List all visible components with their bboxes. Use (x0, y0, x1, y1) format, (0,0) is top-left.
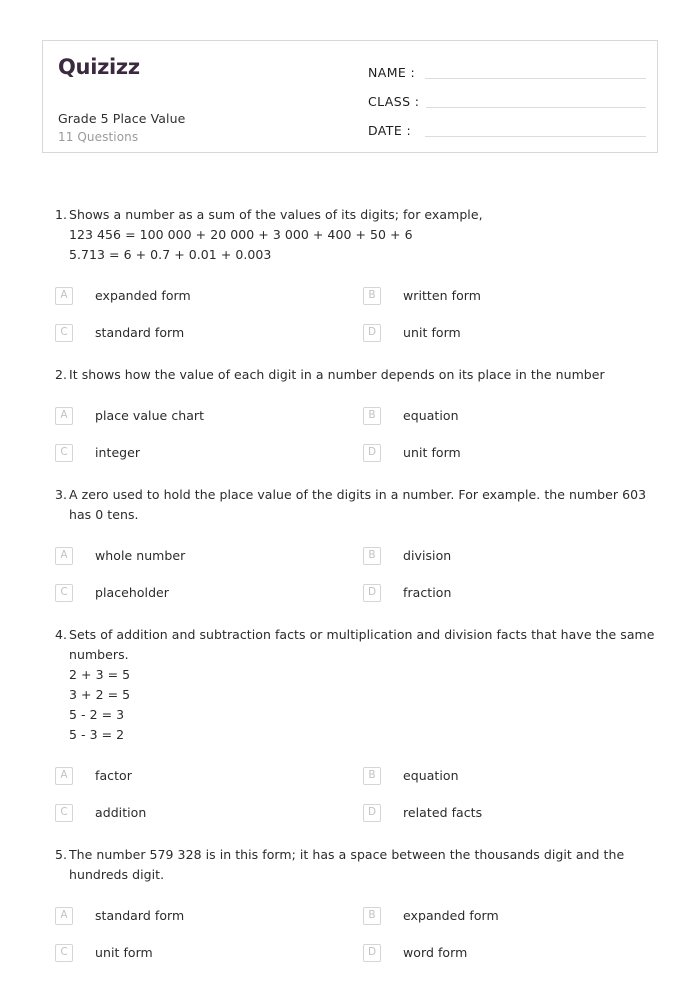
question-body (69, 625, 658, 745)
date-field-label: DATE : (368, 123, 412, 138)
student-info-fields (368, 53, 646, 140)
answer-option-b[interactable] (350, 757, 658, 794)
answer-option-a[interactable] (42, 537, 350, 574)
answer-option-d[interactable] (350, 434, 658, 471)
option-label: fraction (403, 585, 452, 600)
answer-option-b[interactable] (350, 277, 658, 314)
answer-option-b[interactable] (350, 897, 658, 934)
class-field-row (368, 82, 646, 111)
answer-options (42, 757, 658, 831)
answer-option-d[interactable] (350, 574, 658, 611)
option-label: expanded form (95, 288, 191, 303)
question-header (42, 205, 658, 265)
answer-option-c[interactable] (42, 314, 350, 351)
answer-option-d[interactable] (350, 314, 658, 351)
option-letter-box[interactable]: B (363, 287, 381, 305)
question-spacer (42, 831, 658, 845)
option-label: division (403, 548, 452, 563)
option-letter-box[interactable]: C (55, 804, 73, 822)
class-input-line[interactable] (426, 106, 646, 108)
questions-list (42, 205, 658, 985)
option-label: standard form (95, 908, 185, 923)
option-label: whole number (95, 548, 186, 563)
name-input-line[interactable] (425, 77, 646, 79)
answer-option-d[interactable] (350, 934, 658, 971)
option-label: unit form (95, 945, 153, 960)
name-field-row (368, 53, 646, 82)
option-letter-box[interactable]: B (363, 907, 381, 925)
option-letter-box[interactable]: C (55, 584, 73, 602)
question-spacer (42, 471, 658, 485)
question-text: The number 579 328 is in this form; it has a space between the thousands digit and the hundreds digit. (69, 847, 625, 882)
class-field-label: CLASS : (368, 94, 420, 109)
question-count-label: 11 Questions (58, 130, 139, 144)
question-number: 1. (55, 207, 67, 222)
option-letter-box[interactable]: D (363, 804, 381, 822)
option-label: integer (95, 445, 141, 460)
option-letter-box[interactable]: A (55, 287, 73, 305)
question-header (42, 365, 658, 385)
option-letter-box[interactable]: B (363, 547, 381, 565)
option-label: expanded form (403, 908, 499, 923)
option-label: equation (403, 768, 459, 783)
answer-option-a[interactable] (42, 397, 350, 434)
question-block (42, 625, 658, 831)
answer-options (42, 537, 658, 611)
option-letter-box[interactable]: D (363, 584, 381, 602)
question-example-line: 5 - 3 = 2 (69, 727, 125, 742)
date-field-row (368, 111, 646, 140)
question-example-line: 2 + 3 = 5 (69, 667, 131, 682)
question-block (42, 485, 658, 611)
option-label: placeholder (95, 585, 169, 600)
answer-option-a[interactable] (42, 757, 350, 794)
option-letter-box[interactable]: D (363, 324, 381, 342)
answer-option-a[interactable] (42, 277, 350, 314)
question-body (69, 845, 658, 885)
answer-options (42, 897, 658, 971)
answer-option-c[interactable] (42, 574, 350, 611)
option-letter-box[interactable]: C (55, 324, 73, 342)
option-label: equation (403, 408, 459, 423)
question-example-line: 123 456 = 100 000 + 20 000 + 3 000 + 400 + 50 + 6 (69, 227, 413, 242)
question-number: 3. (55, 487, 67, 502)
option-letter-box[interactable]: B (363, 767, 381, 785)
question-number: 5. (55, 847, 67, 862)
option-label: written form (403, 288, 481, 303)
option-label: unit form (403, 445, 461, 460)
worksheet-header-card (42, 40, 658, 153)
option-letter-box[interactable]: D (363, 944, 381, 962)
question-spacer (42, 351, 658, 365)
option-letter-box[interactable]: D (363, 444, 381, 462)
option-letter-box[interactable]: C (55, 444, 73, 462)
question-number: 4. (55, 627, 67, 642)
question-body (69, 365, 658, 385)
option-letter-box[interactable]: A (55, 907, 73, 925)
option-label: addition (95, 805, 147, 820)
answer-option-c[interactable] (42, 794, 350, 831)
header-brand-area (58, 51, 358, 78)
option-letter-box[interactable]: A (55, 407, 73, 425)
option-label: standard form (95, 325, 185, 340)
question-text: Sets of addition and subtraction facts or multiplication and division facts that have the same numbers. (69, 627, 655, 662)
option-label: place value chart (95, 408, 205, 423)
question-text: Shows a number as a sum of the values of its digits; for example, (69, 207, 483, 222)
answer-option-d[interactable] (350, 794, 658, 831)
option-label: factor (95, 768, 132, 783)
question-header (42, 485, 658, 525)
question-header (42, 845, 658, 885)
question-block (42, 845, 658, 971)
answer-options (42, 397, 658, 471)
question-body (69, 485, 658, 525)
option-label: unit form (403, 325, 461, 340)
answer-option-c[interactable] (42, 934, 350, 971)
question-example-line: 3 + 2 = 5 (69, 687, 131, 702)
page-title: Grade 5 Place Value (58, 111, 186, 126)
quizizz-logo: Quizizz (58, 55, 140, 79)
option-letter-box[interactable]: B (363, 407, 381, 425)
question-number: 2. (55, 367, 67, 382)
question-block (42, 365, 658, 471)
question-header (42, 625, 658, 745)
answer-option-b[interactable] (350, 537, 658, 574)
option-label: word form (403, 945, 468, 960)
question-example-line: 5 - 2 = 3 (69, 707, 125, 722)
question-text: It shows how the value of each digit in a number depends on its place in the number (69, 367, 605, 382)
answer-option-c[interactable] (42, 434, 350, 471)
question-block (42, 205, 658, 351)
question-body (69, 205, 658, 265)
option-letter-box[interactable]: A (55, 547, 73, 565)
question-spacer (42, 611, 658, 625)
question-spacer (42, 971, 658, 985)
option-letter-box[interactable]: C (55, 944, 73, 962)
name-field-label: NAME : (368, 65, 416, 80)
question-example-line: 5.713 = 6 + 0.7 + 0.01 + 0.003 (69, 247, 272, 262)
question-text: A zero used to hold the place value of the digits in a number. For example. the number 603 has 0 tens. (69, 487, 647, 522)
answer-option-a[interactable] (42, 897, 350, 934)
option-letter-box[interactable]: A (55, 767, 73, 785)
answer-option-b[interactable] (350, 397, 658, 434)
date-input-line[interactable] (425, 135, 646, 137)
answer-options (42, 277, 658, 351)
option-label: related facts (403, 805, 483, 820)
